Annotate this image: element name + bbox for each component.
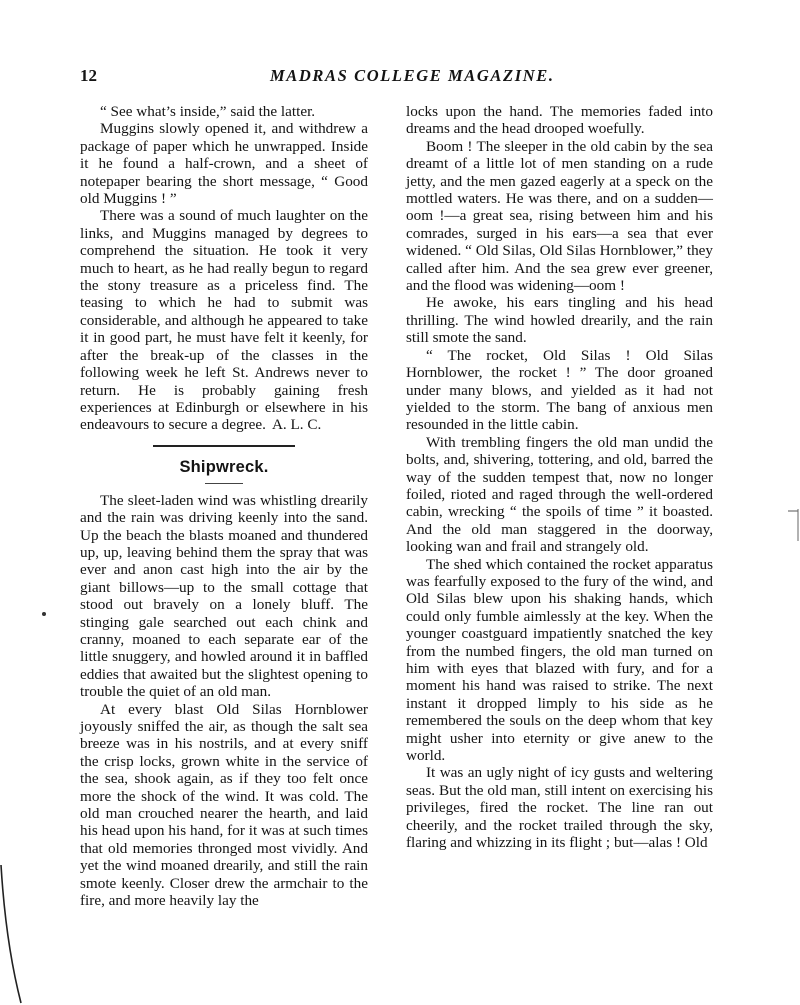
left-column [80, 103, 368, 909]
paragraph: At every blast Old Silas Hornblower joyously sniffed the air, as though the salt sea breeze was in his nostrils, and at every sniff the crisp locks, grown white in the service of the sea, shook again, as if they too felt once more the shock of the wind. It was cold. The old man crouched nearer the hearth, and laid his head upon his hand, for it was at such times that old memories thronged most vividly. And yet the wind moaned drearily, and still the rain smote keenly. Closer drew the armchair to the fire, and more heavily lay the [80, 700, 368, 910]
ink-speck [42, 612, 46, 616]
paragraph-with-signature [80, 207, 368, 433]
article-separator-rule [153, 445, 295, 447]
paragraph: It was an ugly night of icy gusts and weltering seas. But the old man, still intent on exercising his privileges, fired the rocket. The line ran out cheerily, and the rocket trailed through the sky, flaring and whizzing in its flight ; but—alas ! Old [406, 764, 713, 852]
paragraph-text: There was a sound of much laughter on the links, and Muggins managed by degrees to comprehend the situation. He took it very much to heart, as he had really begun to regard the stony treasure as a priceless find. The teasing to which he had to submit was considerable, and although he appeared to take it in good part, he must have felt it keenly, for after the break-up of the classes in the following week he left St. Andrews never to return. He is probably gaining fresh experiences at Edinburgh or elsewhere in his endeavours to secure a degree. [80, 207, 368, 434]
paragraph: “ See what’s inside,” said the latter. [100, 103, 316, 120]
right-column [406, 103, 713, 851]
page-number: 12 [80, 66, 97, 85]
author-initials: A. L. C. [271, 416, 322, 434]
paragraph: He awoke, his ears tingling and his head thrilling. The wind howled drearily, and the rain still smote the sand. [406, 294, 713, 347]
article-title: Shipwreck. [179, 457, 269, 476]
paragraph: Muggins slowly opened it, and withdrew a package of paper which he unwrapped. Inside it he found a half-crown, and a sheet of notepaper bearing the short message, “ Good old Muggins ! ” [80, 120, 368, 208]
title-underline-rule [205, 483, 243, 484]
paragraph: Boom ! The sleeper in the old cabin by the sea dreamt of a little lot of men standing on a rude jetty, and the men gazed eagerly at a speck on the mottled waters. He was there, and on a sudden—oom !—a great sea, rising between him and his comrades, surged in his ears—a sea that ever widened. “ Old Silas, Old Silas Hornblower,” they called after him. And the sea grew ever greener, and the flood was widening—oom ! [406, 137, 713, 295]
paragraph: locks upon the hand. The memories faded into dreams and the head drooped woefully. [406, 103, 713, 138]
paragraph: The shed which contained the rocket apparatus was fearfully exposed to the fury of the wind, and Old Silas blew upon his shaking hands, which could only fumble aimlessly at the key. When the younger coastguard impatiently snatched the key from the numbed fingers, the old man turned on him with eyes that blazed with fury, and for a moment his hand was raised to strike. The next instant it dropped limply to his side as he remembered the souls on the deep whom that key might usher into eternity or give anew to the world. [406, 555, 713, 765]
margin-mark [786, 505, 800, 545]
paragraph: “ The rocket, Old Silas ! Old Silas Hornblower, the rocket ! ” The door groaned under many blows, and yielded as it had not yielded to the storm. The bang of anxious men resounded in the little cabin. [406, 346, 713, 434]
paragraph: The sleet-laden wind was whistling drearily and the rain was driving keenly into the sand. Up the beach the blasts moaned and thundered up, up, leaving behind them the spray that was ever and anon cast high into the air by the giant billows—up to the small cottage that stood out bravely on a lonely bluff. The stinging gale searched out each chink and cranny, moaned to each separate ear of the little snuggery, and howled around it in baffled eddies that awaited but the slightest opening to trouble the quiet of an old man. [80, 491, 368, 701]
paragraph: With trembling fingers the old man undid the bolts, and, shivering, tottering, and old, barred the way of the sudden tempest that, now no longer foiled, rioted and raged through the well-ordered cabin, wrecking “ the spoils of time ” it boasted. And the old man staggered in the doorway, looking wan and frail and strangely old. [406, 433, 713, 556]
page-binding-edge [0, 865, 24, 1005]
running-head: MADRAS COLLEGE MAGAZINE. [270, 66, 555, 85]
